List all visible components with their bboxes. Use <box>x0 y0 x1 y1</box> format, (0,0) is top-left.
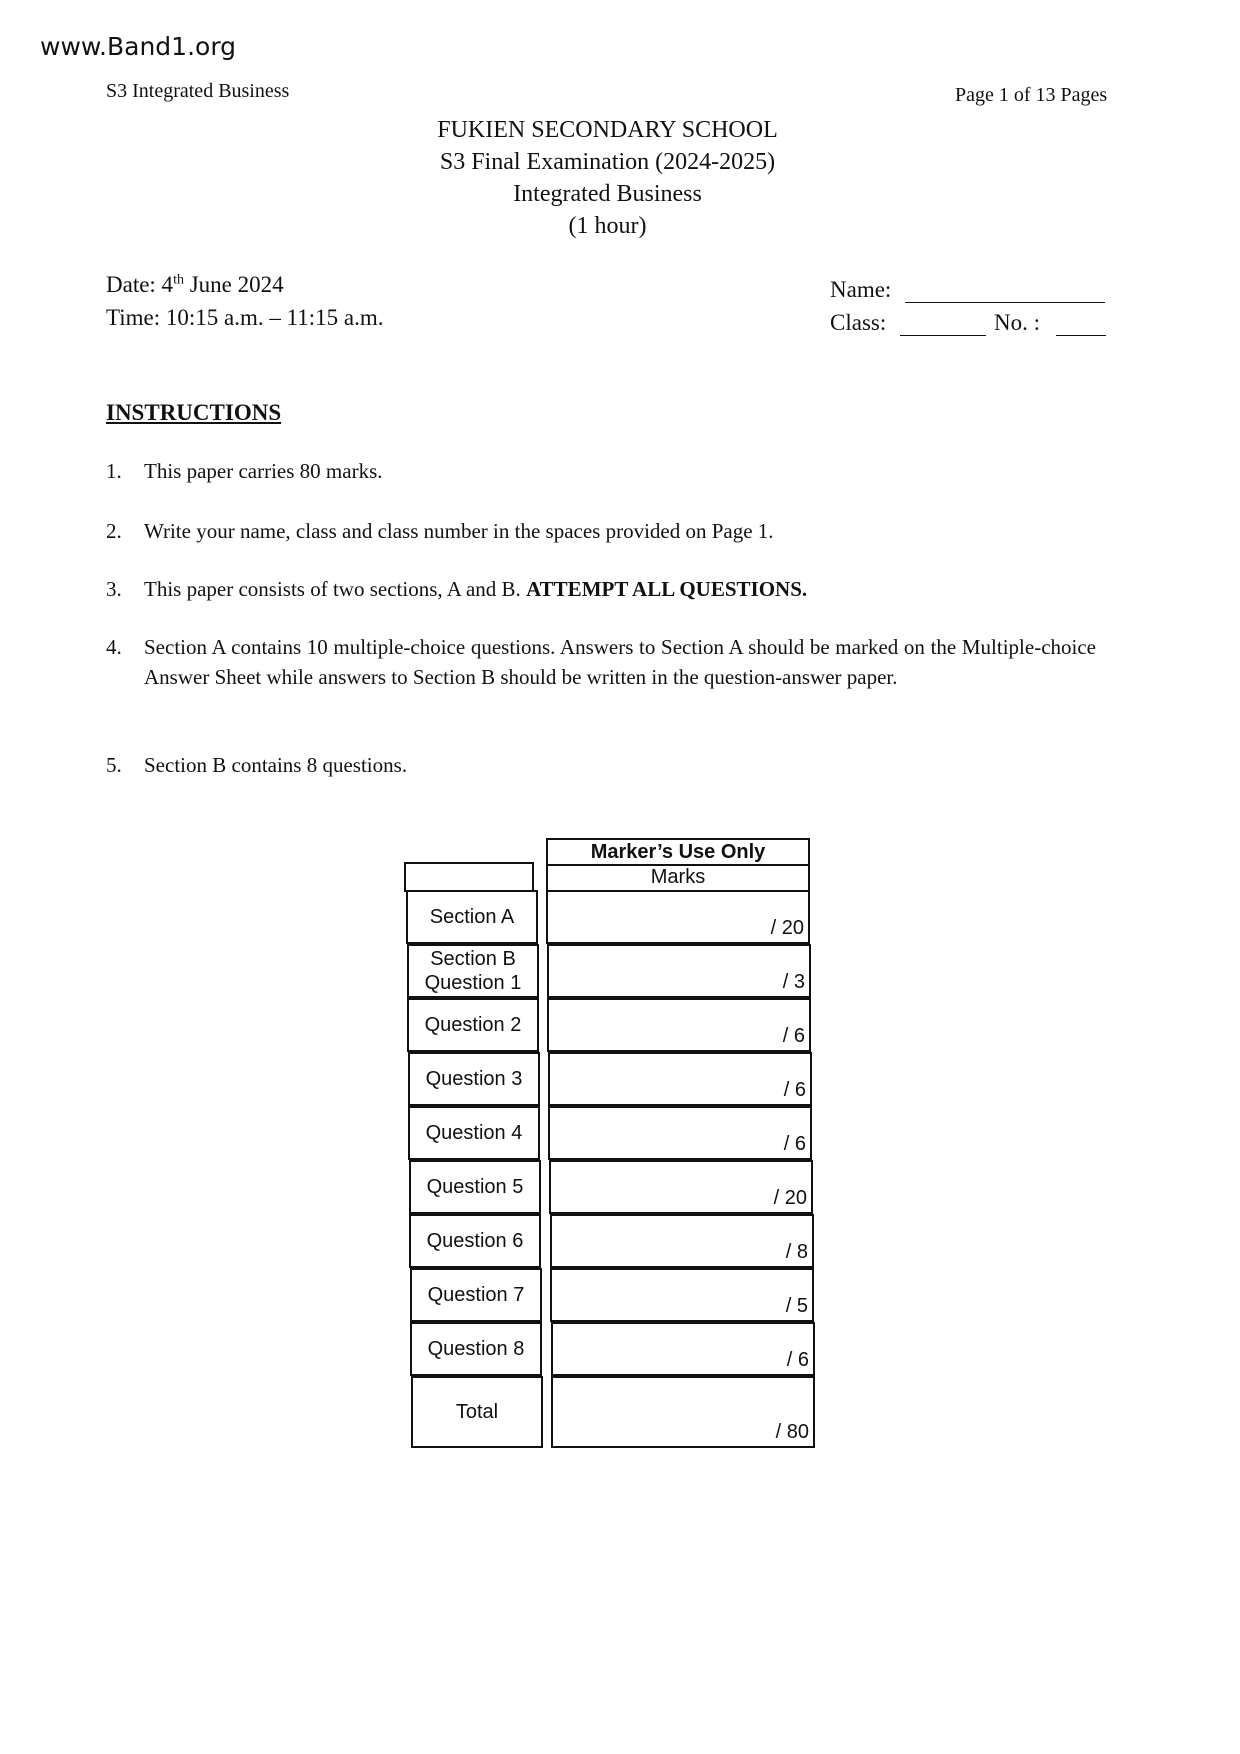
instruction-item <box>106 456 1096 486</box>
marker-row-max-marks: / 8 <box>785 1241 808 1263</box>
marker-row-max-marks: / 6 <box>786 1349 809 1371</box>
marker-row-max-marks: / 3 <box>782 971 805 993</box>
marker-row-marks-cell[interactable] <box>546 890 810 944</box>
class-number-field[interactable] <box>1056 335 1106 336</box>
marker-row-marks-cell[interactable] <box>549 1160 813 1214</box>
date-ordinal: th <box>173 272 184 288</box>
instruction-text: This paper carries 80 marks. <box>144 459 383 483</box>
instruction-number: 3. <box>106 577 122 601</box>
marker-row-marks-cell[interactable] <box>550 1214 814 1268</box>
class-label: Class: <box>830 310 887 335</box>
instruction-item <box>106 516 1096 546</box>
marker-row-label: Question 7 <box>410 1268 542 1322</box>
instruction-item <box>106 574 1096 604</box>
marker-row-marks-cell[interactable] <box>548 1106 812 1160</box>
instruction-text: Section A contains 10 multiple-choice questions. Answers to Section A should be marked on the Multiple-choice Answer Sheet while answers to Section B should be written in the question-answer paper. <box>144 635 1096 689</box>
name-field[interactable] <box>905 302 1105 303</box>
marker-row-max-marks: / 6 <box>783 1133 806 1155</box>
marker-row-max-marks: / 6 <box>782 1025 805 1047</box>
marker-row-label: Question 4 <box>408 1106 540 1160</box>
marker-row-max-marks: / 20 <box>773 1187 807 1209</box>
marker-header-cell <box>546 838 810 892</box>
marker-row-marks-cell[interactable] <box>551 1322 815 1376</box>
date-prefix: Date: 4 <box>106 272 174 297</box>
instruction-item <box>106 750 1096 780</box>
watermark-text: www.Band1.org <box>40 32 237 61</box>
marker-row-marks-cell[interactable] <box>547 944 811 998</box>
marker-row-max-marks: / 80 <box>775 1421 809 1443</box>
marker-row-label: Question 2 <box>407 998 539 1052</box>
instruction-text: Write your name, class and class number in the spaces provided on Page 1. <box>144 519 774 543</box>
marker-row-marks-cell[interactable] <box>550 1268 814 1322</box>
instruction-number: 2. <box>106 519 122 543</box>
label-header-cell <box>404 862 534 892</box>
marker-row-max-marks: / 6 <box>783 1079 806 1101</box>
class-field[interactable] <box>900 335 986 336</box>
marker-row-label: Question 3 <box>408 1052 540 1106</box>
subject-name: Integrated Business <box>513 181 702 207</box>
instruction-item <box>106 632 1096 692</box>
exam-title-block <box>0 114 1215 242</box>
exam-name: S3 Final Examination (2024-2025) <box>439 149 776 175</box>
instruction-text-plain: This paper consists of two sections, A and B. <box>144 577 527 601</box>
marker-row-max-marks: / 5 <box>785 1295 808 1317</box>
marker-row-label: Question 8 <box>410 1322 542 1376</box>
marker-row-marks-cell[interactable] <box>548 1052 812 1106</box>
header-page-number: Page 1 of 13 Pages <box>955 84 1108 106</box>
class-number-label: No. : <box>994 310 1040 335</box>
marker-row-max-marks: / 20 <box>770 917 804 939</box>
marker-row-label: Question 5 <box>409 1160 541 1214</box>
marker-row-label: Section B Question 1 <box>407 944 539 998</box>
exam-date <box>106 272 284 298</box>
exam-time: Time: 10:15 a.m. – 11:15 a.m. <box>106 305 384 330</box>
instruction-number: 5. <box>106 753 122 777</box>
marker-row-label: Question 6 <box>409 1214 541 1268</box>
name-label: Name: <box>830 277 892 302</box>
header-subject: S3 Integrated Business <box>106 80 290 102</box>
instruction-text-bold: ATTEMPT ALL QUESTIONS. <box>526 577 808 601</box>
marker-row-marks-cell[interactable] <box>551 1376 815 1448</box>
instruction-number: 4. <box>106 635 122 659</box>
marks-subheading: Marks <box>548 864 808 888</box>
marker-use-heading: Marker’s Use Only <box>590 841 766 863</box>
school-name: FUKIEN SECONDARY SCHOOL <box>437 117 778 143</box>
instruction-number: 1. <box>106 459 122 483</box>
exam-duration: (1 hour) <box>568 213 647 239</box>
instructions-heading: INSTRUCTIONS <box>106 400 282 425</box>
instruction-text: Section B contains 8 questions. <box>144 753 408 777</box>
instruction-text <box>144 574 1096 604</box>
marker-row-label: Section A <box>406 890 538 944</box>
marker-row-label: Total <box>411 1376 543 1448</box>
marker-row-marks-cell[interactable] <box>547 998 811 1052</box>
date-suffix: June 2024 <box>183 272 284 297</box>
